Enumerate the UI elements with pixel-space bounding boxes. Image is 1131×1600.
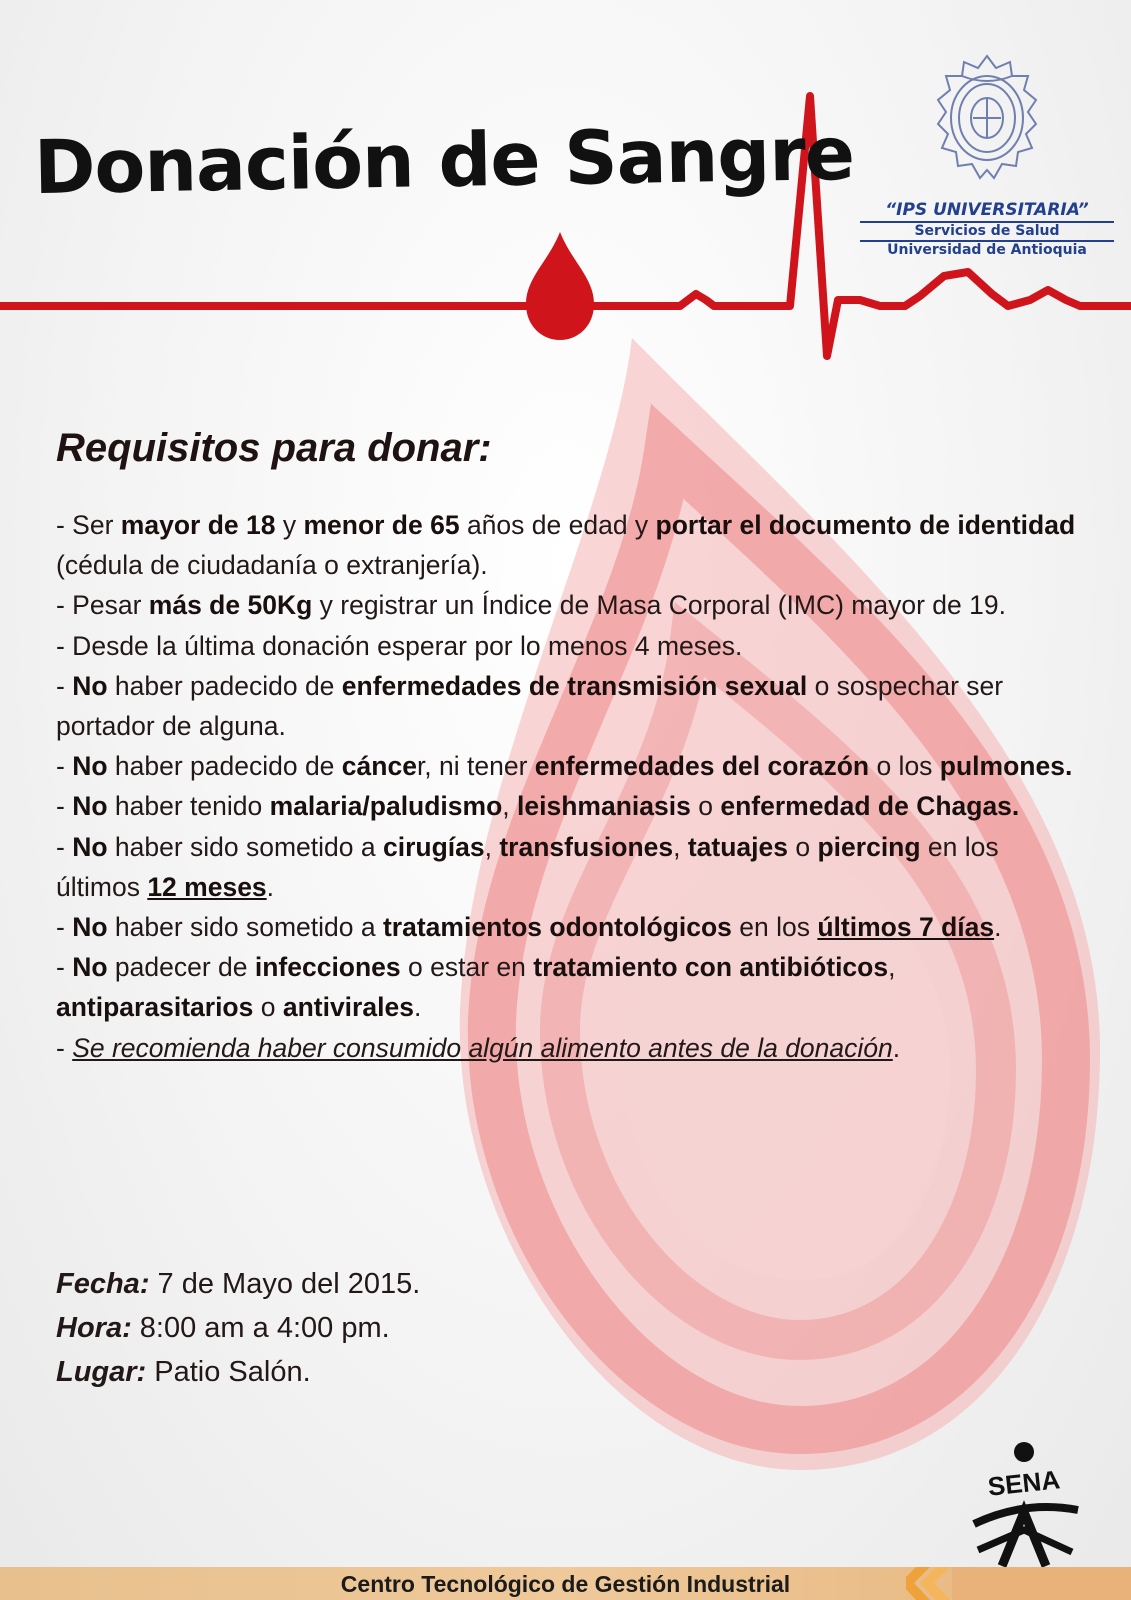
sena-logo-text: SENA	[986, 1464, 1062, 1502]
requirement-text: r, ni tener	[416, 751, 535, 782]
date-label: Fecha:	[56, 1268, 150, 1300]
event-place	[56, 1350, 420, 1394]
requirement-text: enfermedades de transmisión sexual	[341, 670, 808, 701]
requirement-text: -	[56, 952, 73, 983]
requirement-text: ,	[484, 831, 500, 862]
requirement-text: tatuajes	[687, 831, 789, 862]
place-label: Lugar:	[56, 1356, 147, 1388]
requirement-text: en los	[731, 912, 818, 943]
requirement-item	[56, 505, 1076, 585]
requirement-item	[56, 626, 1076, 666]
requirement-text: ,	[502, 791, 518, 822]
requirement-text: No	[72, 912, 108, 943]
requirement-text: o	[690, 791, 721, 822]
requirement-text: malaria/paludismo	[269, 791, 503, 822]
requirement-text: mayor de 18	[120, 510, 276, 540]
requirement-text: No	[72, 791, 108, 822]
time-label: Hora:	[56, 1312, 132, 1344]
requirement-item	[56, 746, 1076, 786]
university-seal-icon	[932, 52, 1042, 188]
date-value: 7 de Mayo del 2015.	[149, 1268, 421, 1300]
requirement-text: -	[56, 1032, 73, 1063]
requirement-text: y	[275, 510, 304, 540]
requirement-text: No	[72, 751, 108, 782]
requirement-item	[56, 907, 1076, 947]
sena-logo	[968, 1440, 1086, 1570]
requirement-text: - Desde la última donación esperar por lo menos 4 meses.	[56, 630, 743, 661]
requirement-text: piercing	[817, 831, 921, 862]
requirement-text: o sospechar ser portador de alguna.	[56, 670, 1004, 742]
requirement-text: .	[266, 871, 275, 902]
requirement-text: -	[56, 791, 73, 822]
event-time	[56, 1306, 420, 1350]
requirement-text: o los	[869, 751, 940, 782]
requirements-list	[56, 505, 1076, 1068]
requirement-item	[56, 947, 1076, 1027]
requirement-text: últimos 7 días	[817, 912, 995, 943]
requirement-text: haber tenido	[107, 791, 270, 822]
requirement-text: haber padecido de	[107, 670, 342, 701]
requirement-text: ,	[673, 831, 688, 862]
requirement-item	[56, 1028, 1076, 1068]
requirement-text: No	[72, 670, 108, 701]
requirement-text: transfusiones	[499, 831, 674, 862]
requirement-text: haber sido sometido a	[107, 912, 383, 943]
footer-text: Centro Tecnológico de Gestión Industrial	[340, 1571, 791, 1597]
requirement-text: o estar en	[400, 952, 534, 983]
requirement-text: leishmaniasis	[517, 791, 691, 822]
requirement-text: o	[788, 831, 818, 862]
page-title: Donación de Sangre	[33, 110, 855, 212]
requirement-item	[56, 827, 1076, 907]
requirement-text: ,	[888, 952, 896, 983]
requirement-text: enfermedades del corazón	[534, 751, 870, 782]
requirement-text: menor de 65	[303, 510, 460, 540]
requirement-text: portar el documento de identidad	[655, 510, 1076, 540]
requirement-text: tratamientos odontológicos	[382, 912, 732, 943]
requirement-text: -	[56, 831, 73, 862]
requirement-text: -	[56, 751, 73, 782]
requirement-text: en los últimos	[56, 831, 999, 902]
requirement-text: pulmones.	[939, 751, 1073, 782]
requirements-heading: Requisitos para donar:	[56, 426, 492, 470]
event-details	[56, 1262, 420, 1394]
requirement-text: No	[72, 952, 108, 983]
time-value: 8:00 am a 4:00 pm.	[131, 1312, 390, 1344]
requirement-text: - Ser	[56, 510, 121, 540]
logo-line-1: Servicios de Salud	[860, 221, 1114, 242]
requirement-text: antivirales	[282, 992, 414, 1023]
requirement-item	[56, 786, 1076, 826]
requirement-text: cánce	[341, 751, 417, 782]
logo-name: “IPS UNIVERSITARIA”	[885, 200, 1089, 220]
requirement-text: haber sido sometido a	[107, 831, 383, 862]
requirement-text: padecer de	[107, 952, 255, 983]
requirement-item	[56, 585, 1076, 625]
requirement-text: tratamiento con antibióticos	[533, 952, 889, 983]
requirement-text: o	[253, 992, 283, 1023]
requirement-text: antiparasitarios	[56, 992, 254, 1023]
requirement-text: .	[994, 912, 1002, 943]
requirement-item	[56, 666, 1076, 746]
ips-universitaria-logo	[852, 200, 1122, 259]
requirement-text: y registrar un Índice de Masa Corporal (IMC) mayor de 19.	[312, 590, 1006, 621]
requirement-text: 12 meses	[147, 871, 267, 902]
requirement-text: (cédula de ciudadanía o extranjería).	[56, 550, 488, 581]
requirement-text: enfermedad de Chagas.	[720, 791, 1020, 822]
event-date	[56, 1262, 420, 1306]
requirement-text: Se recomienda haber consumido algún alimento antes de la donación	[72, 1032, 893, 1063]
requirement-text: -	[56, 912, 73, 943]
place-value: Patio Salón.	[146, 1356, 311, 1388]
blood-drop-icon	[526, 232, 594, 340]
requirement-text: - Pesar	[56, 590, 149, 621]
requirement-text: cirugías	[382, 831, 485, 862]
requirement-text: años de edad y	[459, 510, 656, 540]
requirement-text: infecciones	[254, 952, 401, 983]
requirement-text: más de 50Kg	[148, 590, 313, 621]
requirement-text: -	[56, 670, 73, 701]
requirement-text: .	[892, 1032, 901, 1063]
logo-line-2: Universidad de Antioquia	[887, 242, 1087, 258]
requirement-text: .	[413, 992, 422, 1023]
requirement-text: No	[72, 831, 108, 862]
requirement-text: haber padecido de	[107, 751, 342, 782]
